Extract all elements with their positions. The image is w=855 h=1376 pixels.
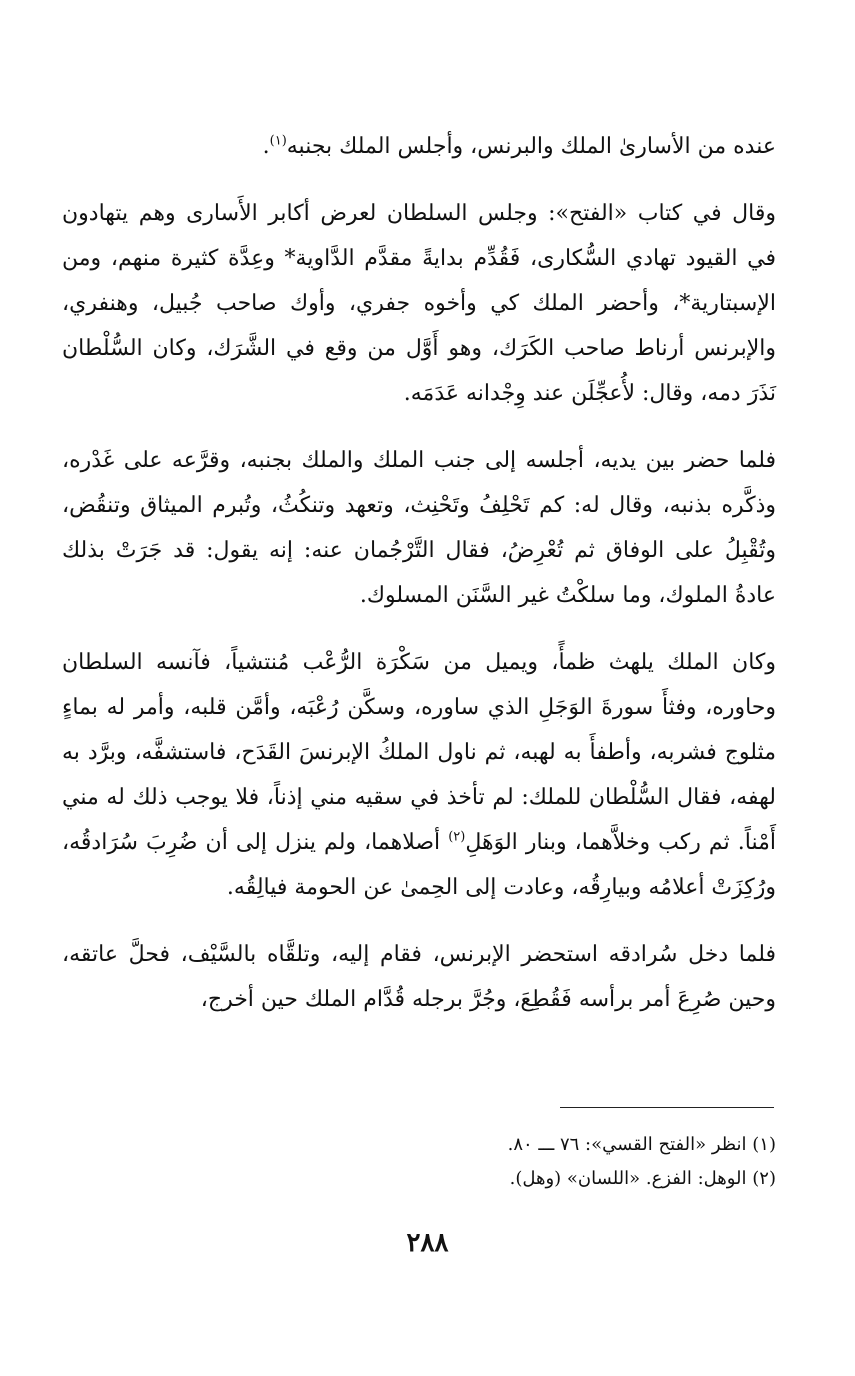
footnote-ref-2: (٢)	[448, 829, 466, 845]
paragraph-5: فلما دخل سُرادقه استحضر الإبرنس، فقام إليه، وتلقَّاه بالسَّيْف، فحلَّ عاتقه، وحين صُرِعَ أمر برأسه فَقُطِعَ، وجُرَّ برجله قُدَّام الملك حين أخرج،	[62, 942, 776, 1012]
paragraph-4	[62, 640, 776, 910]
footnote-ref-1: (١)	[269, 133, 287, 149]
main-text	[62, 124, 776, 1044]
footnote-separator	[560, 1107, 774, 1108]
footnote-2: (٢) الوهل: الفزع. «اللسان» (وهل).	[509, 1168, 776, 1189]
footnotes	[62, 1128, 776, 1196]
paragraph-1-end: .	[262, 134, 270, 159]
paragraph-3: فلما حضر بين يديه، أجلسه إلى جنب الملك والملك بجنبه، وقرَّعه على غَدْره، وذكَّره بذنبه، وقال له: كم تَحْلِفُ وتَحْنِث، وتعهد وتنكُثُ، وتُبرم الميثاق وتنقُض، وتُقْبِلُ على الوفاق ثم تُعْرِضُ، فقال التَّرْجُمان عنه: إنه يقول: قد جَرَتْ بذلك عادةُ الملوك، وما سلكْتُ غير السَّنَن المسلوك.	[62, 448, 776, 608]
footnote-1: (١) انظر «الفتح القسي»: ٧٦ ـــ ٨٠.	[507, 1134, 776, 1155]
page-number: ٢٨٨	[406, 1228, 449, 1258]
paragraph-2: وقال في كتاب «الفتح»: وجلس السلطان لعرض أكابر الأَسارى وهم يتهادون في القيود تهادي السُّكارى، فَقُدِّم بدايةً مقدَّم الدَّاوية* وعِدَّة كثيرة منهم، ومن الإسبتارية*، وأحضر الملك كي وأخوه جفري، وأوك صاحب جُبيل، وهنفري، والإبرنس أرناط صاحب الكَرَك، وهو أَوَّل من وقع في الشَّرَك، وكان السُّلْطان نَذَرَ دمه، وقال: لأُعجِّلَن عند وِجْدانه عَدَمَه.	[62, 201, 776, 406]
paragraph-4-text-b: أصلاهما، ولم ينزل إلى أن ضُرِبَ سُرَادقُه، ورُكِزَتْ أعلامُه وبيارِقُه، وعادت إلى الحِمىٰ عن الحومة فيالِقُه.	[62, 830, 776, 900]
paragraph-1	[62, 124, 776, 169]
paragraph-4-text-a: وكان الملك يلهث ظمأً، ويميل من سَكْرَة الرُّعْب مُنتشياً، فآنسه السلطان وحاوره، وفثأَ سورةَ الوَجَلِ الذي ساوره، وسكَّن رُعْبَه، وأمَّن قلبه، وأمر له بماءٍ مثلوج فشربه، وأطفأَ به لهبه، ثم ناول الملكُ الإبرنسَ القَدَح، فاستشفَّه، وبرَّد به لهفه، فقال السُّلْطان للملك: لم تأخذ في سقيه مني إذناً، فلا يوجب ذلك له مني أَمْناً. ثم ركب وخلاَّهما، وبنار الوَهَلِ	[62, 650, 776, 855]
paragraph-1-text: عنده من الأسارىٰ الملك والبرنس، وأجلس الملك بجنبه	[286, 134, 776, 159]
